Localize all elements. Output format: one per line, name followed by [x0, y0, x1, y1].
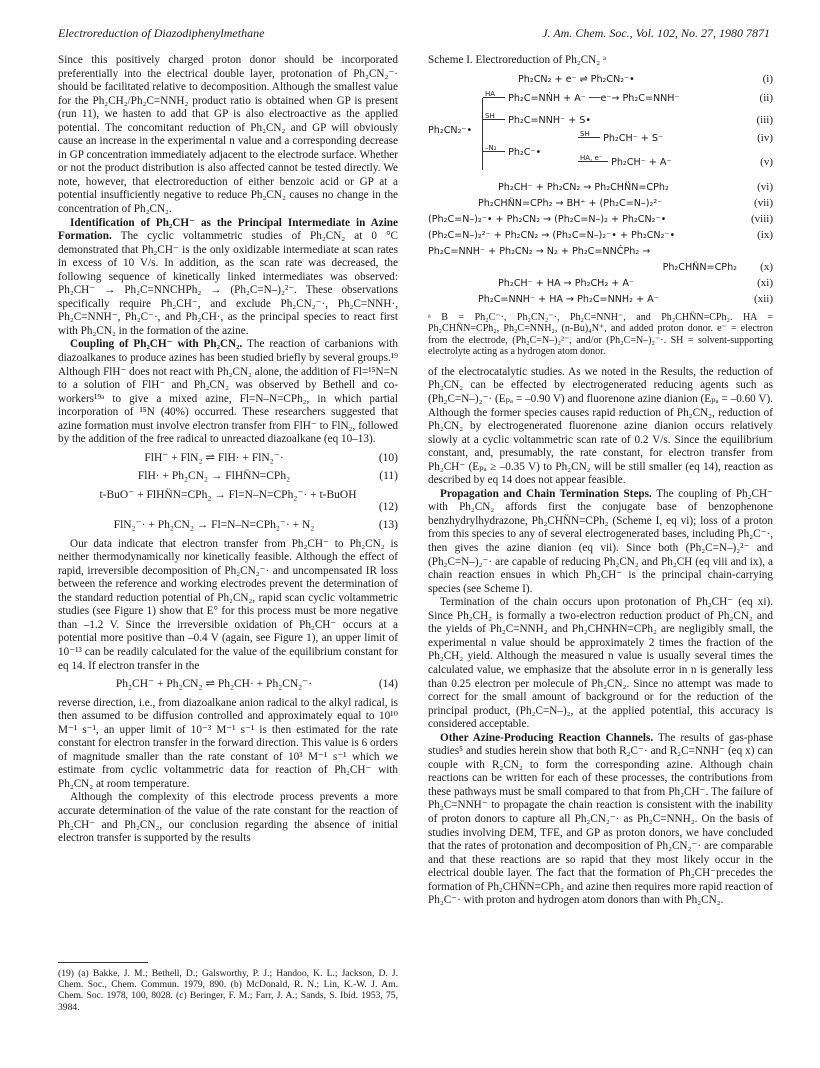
footnote-rule [58, 962, 148, 963]
paragraph: Our data indicate that electron transfer from Ph₂CH⁻ to Ph₂CN₂ is neither thermodynamically nor kinetically feasible. Although the effect of rapid, irreversible decomposition of Ph₂CN₂⁻· and uncompensated IR loss between the reference and working electrodes prevent the determination of the standard reduction potential of Ph₂CN₂, rapid scan cyclic voltammetric studies (see Figure 1) show that E° for this process must be more negative than –1.2 V. Since the irreversible oxidation of Ph₂CH⁻ occurs at a potential more positive than –0.4 V (again, see Figure 1), an upper limit of 10⁻¹³ can be readily calculated for the value of the equilibrium constant for eq 14. If electron transfer in the [58, 537, 398, 672]
scheme-reaction: Ph₂CN₂ + e⁻ ⇌ Ph₂CN₂⁻• (i) [518, 72, 773, 85]
equation-11: FlH· + Ph₂CN₂ → FlHN̈N=CPh₂ (11) [137, 470, 398, 483]
right-column [428, 54, 773, 908]
paragraph: Coupling of Ph₂CH⁻ with Ph₂CN₂. The reaction of carbanions with diazoalkanes to produce azines has been studied briefly by several groups.¹⁹ Although FlH⁻ does not react with Ph₂CN₂ alone, the addition of Fl=¹⁵N=N to a solution of FlH⁻ and Ph₂CN₂ was observed by Bethell and co-workers¹⁹ᵃ to give a mixed azine, Fl=N–N=CPh₂, in which partial incorporation of ¹⁵N (40%) occurred. These researchers suggested that azine formation must involve electron transfer from FlH⁻ to FlN₂, followed by the addition of the free radical to unreacted diazoalkane (eq 10–13). [58, 338, 398, 446]
equation-14: Ph₂CH⁻ + Ph₂CN₂ ⇌ Ph₂CH· + Ph₂CN₂⁻· (14) [115, 678, 398, 691]
equation-13: FlN₂⁻· + Ph₂CN₂ → Fl=N–N=CPh₂⁻· + N₂ (13) [113, 519, 398, 532]
header-title: Electroreduction of Diazodiphenylmethane [58, 26, 265, 40]
paragraph: Other Azine-Producing Reaction Channels. The results of gas-phase studies⁵ and studies herein show that both R₂C⁻· and R₂C=NNH⁻ (eq x) can couple with R₂CN₂ to form the corresponding azine. Although chain reactions can be written for each of these processes, the contributions from these pathways must be small compared to that from Ph₂CH⁻. The failure of Ph₂C=NNH⁻ to propagate the chain reaction is consistent with the inability of proton donors to capture all Ph₂CN₂⁻· as Ph₂C=NNH₂. On the basis of studies involving DEM, TFE, and GP as proton donors, we have concluded that the rates of protonation and decomposition of Ph₂CN₂⁻· are comparable and that these reactions are so rapid that they most likely occur in the electrical double layer. The fact that the formation of Ph₂CH⁻precedes the formation of Ph₂CHN̈N=CPh₂ and azine then requires more rapid reaction of Ph₂C⁻· with proton and hydrogen atom donors than with Ph₂CN₂. [428, 731, 773, 907]
header-citation: J. Am. Chem. Soc., Vol. 102, No. 27, 1980 7871 [542, 26, 770, 40]
scheme-1 [428, 72, 773, 308]
paragraph: Termination of the chain occurs upon protonation of Ph₂CH⁻ (eq xi). Since Ph₂CH₂ is formally a two-electron reduction product of Ph₂CN₂ and the yields of Ph₂C=NNH₂ and Ph₂CHNHN=CPh₂ are negligibly small, the experimental n value should be approximately 2 times the fraction of the Ph₂CH₂ yield. Although the measured n value is usually several times the calculated value, we emphasize that the absolute error in n is generally less than 0.25 electron per molecule of Ph₂CN₂. Since no attempt was made to correct for the small amount of background or for the reduction of the principal product, (Ph₂C=N–)₂, at the applied potential, this accuracy is considered acceptable. [428, 596, 773, 731]
scheme-footnote: ᵃ B = Ph₂C⁻·, Ph₂CN₂⁻·, Ph₂C=NNH⁻, and Ph₂CHN̈N=CPh₂. HA = Ph₂CHN̈N=CPh₂, Ph₂C=NNH₂, (n-Bu)₄N⁺, and added proton donor. e⁻ = electron from the electrode, (Ph₂C=N–)₂²⁻, and/or (Ph₂C=N–)₂⁻·. SH = solvent-supporting electrolyte acting as a hydrogen atom donor. [428, 311, 773, 358]
scheme-reaction: (Ph₂C=N–)₂²⁻ + Ph₂CN₂ → (Ph₂C=N–)₂⁻• + Ph₂CN₂⁻• (ix) [428, 228, 773, 241]
paragraph: Propagation and Chain Termination Steps. The coupling of Ph₂CH⁻ with Ph₂CN₂ affords first the conjugate base of benzophenone benzhydrylhydrazone, Ph₂CHN̈N=CPh₂ (Scheme I, eq vi); loss of a proton from this species to any of several electrogenerated bases, including Ph₂C⁻·, then gives the azine dianion (eq vii). Since both (Ph₂C=N–)₂²⁻ and (Ph₂C=N–)₂⁻· are capable of reducing Ph₂CN₂ and Ph₂CH (eq viii and ix), a chain reaction ensues in which Ph₂CH⁻ is the principal chain-carrying species (see Scheme I). [428, 487, 773, 595]
equation-10: FlH⁻ + FlN₂ ⇌ FlH· + FlN₂⁻· (10) [144, 451, 398, 464]
scheme-reaction: Ph₂CH⁻ + Ph₂CN₂ → Ph₂CHN̈N=CPh₂ (vi) [498, 180, 773, 193]
scheme-reaction: Ph₂C=NNH⁻ + Ph₂CN₂ → N₂ + Ph₂C=NNĊPh₂ → [428, 245, 651, 257]
paragraph: Since this positively charged proton donor should be incorporated preferentially into the electrical double layer, protonation of Ph₂CN₂⁻· should be facilitated relative to decomposition. Although the smallest value for the Ph₂CH₂/Ph₂C=NNH₂ product ratio is obtained when GP is present (run 11), we hasten to add that GP is also electroactive as the applied potential. The concomitant reduction of Ph₂CN₂ and GP will obviously cause an increase in the experimental n value and a corresponding decrease in GP concentration immediately adjacent to the electrode surface. Whether or not the product distribution is also affected cannot be tested directly. We note, however, that electroreduction of either benzoic acid or GP at a potential insufficiently negative to reduce Ph₂CN₂ causes no change in the concentration of Ph₂CN₂. [58, 54, 398, 216]
paragraph: reverse direction, i.e., from diazoalkane anion radical to the alkyl radical, is then assumed to be diffusion controlled and approximately equal to 10¹⁰ M⁻¹ s⁻¹, an upper limit of 10⁻³ M⁻¹ s⁻¹ is then estimated for the rate constant for electron transfer in the forward direction. This value is 6 orders of magnitude smaller than the rate constant of 10³ M⁻¹ s⁻¹ which we estimate from cyclic voltammetric data for reaction of Ph₂CH⁻ with Ph₂CN₂ at room temperature. [58, 696, 398, 790]
scheme-reaction: Ph₂C=NNH⁻ + HA → Ph₂C=NNH₂ + A⁻ (xii) [478, 292, 773, 305]
paragraph: Identification of Ph₂CH⁻ as the Principal Intermediate in Azine Formation. The cyclic voltammetric studies of Ph₂CN₂ at 0 °C demonstrated that Ph₂CH⁻ is the only oxidizable intermediate at scan rates in excess of 10 V/s. In addition, as the scan rate was decreased, the following sequence of kinetically linked intermediates was observed: Ph₂CH⁻ → Ph₂C=NNCHPh₂ → (Ph₂C=N–)₂²⁻. These observations specifically require Ph₂CH⁻, and exclude Ph₂CN₂⁻·, Ph₂C=NNH·, Ph₂C=NNH⁻, Ph₂C⁻·, and Ph₂CH·, as the principal species to react first with Ph₂CN₂ in the formation of the azine. [58, 216, 398, 337]
scheme-reaction: Ph₂CHN̈N=CPh₂ (x) [662, 260, 773, 273]
scheme-reaction: Ph₂CH⁻ + HA → Ph₂CH₂ + A⁻ (xi) [498, 276, 773, 289]
section-heading: Other Azine-Producing Reaction Channels. [440, 731, 654, 744]
scheme-reaction: Ph₂CHN̈N=CPh₂ → BH⁺ + (Ph₂C=N–)₂²⁻ (vii) [478, 196, 773, 209]
section-heading: Propagation and Chain Termination Steps. [440, 487, 652, 500]
equation-12: t-BuO⁻ + FlHN̈N=CPh₂ → Fl=N–N=CPh₂⁻· + t-BuOH (12) [99, 488, 398, 513]
section-heading: Coupling of Ph₂CH⁻ with Ph₂CN₂. [70, 338, 243, 351]
paragraph: of the electrocatalytic studies. As we noted in the Results, the reduction of Ph₂CN₂ can be effected by electrogenerated reducing agents such as (Ph₂C=N–)₂⁻· (Eₚₐ = –0.90 V) and fluorenone azine dianion (Eₚₐ = –0.60 V). Although the former species causes rapid reduction of Ph₂CN₂, reduction of Ph₂CN₂ by electrogenerated fluorenone azine dianion occurs relatively slowly at a cyclic voltammetric scan rate of 0.2 V/s. Since the equilibrium constant, and, presumably, the rate constant, for electron transfer from Ph₂CH⁻ (Eₚₐ ≥ –0.35 V) to Ph₂CN₂ will be still smaller (eq 14), reaction as described by eq 14 does not appear feasible. [428, 365, 773, 487]
section-heading: Identification of Ph₂CH⁻ as the Principal Intermediate in Azine Formation. [58, 216, 398, 243]
paragraph: Although the complexity of this electrode process prevents a more accurate determination of the value of the rate constant for the reaction of Ph₂CH⁻ and Ph₂CN₂, our conclusion regarding the absence of initial electron transfer is supported by the results [58, 791, 398, 845]
scheme-title: Scheme I. Electroreduction of Ph₂CN₂ ᵃ [428, 54, 607, 66]
footnote: (19) (a) Bakke, J. M.; Bethell, D.; Galsworthy, P. J.; Handoo, K. L.; Jackson, D. J. Chem. Soc., Chem. Commun. 1979, 890. (b) McDonald, R. N.; Lin, K.-W. J. Am. Chem. Soc. 1978, 100, 8028. (c) Beringer, F. M.; Farr, J. A.; Sands, S. Ibid. 1953, 75, 3984. [58, 968, 398, 1013]
scheme-branch: Ph₂CN₂⁻• HA Ph₂C=NṄH + A⁻ ──e⁻→ Ph₂C=NNH⁻ (ii) SH Ph₂C=NNH⁻ + S• (iii) –N₂ Ph₂C⁻• SH Ph₂CH⁻ + S⁻ (iv) HA, e⁻ Ph₂CH⁻ + A⁻ (v) [428, 90, 773, 168]
left-column [58, 54, 398, 846]
scheme-reaction: (Ph₂C=N–)₂⁻• + Ph₂CN₂ → (Ph₂C=N–)₂ + Ph₂CN₂⁻• (viii) [428, 212, 773, 225]
